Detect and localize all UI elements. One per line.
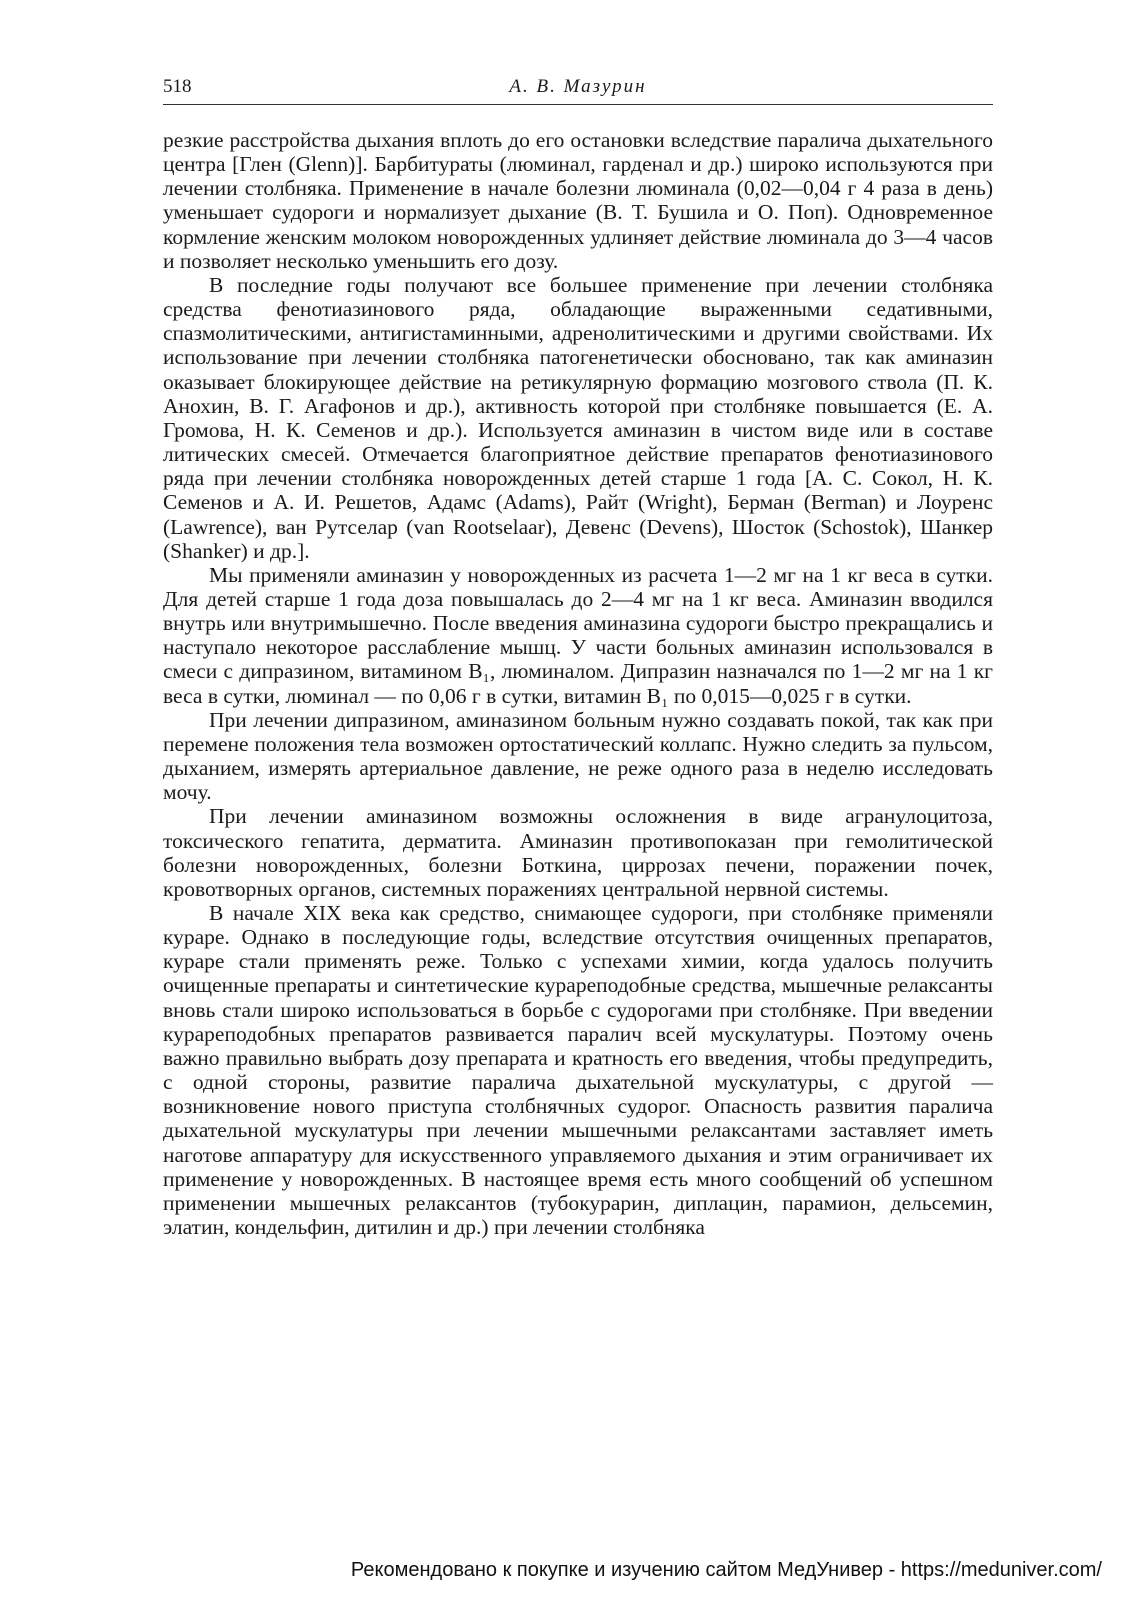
paragraph-complications: При лечении аминазином возможны осложнения в виде агранулоцитоза, токсического гепатита, дерматита. Аминазин противопоказан при гемолитической болезни новорожденных, болезни Боткина, циррозах печени, поражении почек, кровотворных органов, системных поражениях центральной нервной системы. xyxy=(163,804,993,901)
page-number: 518 xyxy=(163,76,192,97)
footer-recommendation: Рекомендовано к покупке и изучению сайтом МедУнивер - https://meduniver.com/ xyxy=(350,1559,1102,1581)
running-head-author: А. В. Мазурин xyxy=(509,76,647,97)
paragraph-phenothiazines: В последние годы получают все большее применение при лечении столбняка средства фенотиазинового ряда, обладающие выраженными седативными, спазмолитическими, антигистаминными, адренолитическими и другими свойствами. Их использование при лечении столбняка патогенетически обосновано, так как аминазин оказывает блокирующее действие на ретикулярную формацию мозгового ствола (П. К. Анохин, В. Г. Агафонов и др.), активность которой при столбняке повышается (Е. А. Громова, Н. К. Семенов и др.). Используется аминазин в чистом виде или в составе литических смесей. Отмечается благоприятное действие препаратов фенотиазинового ряда при лечении столбняка новорожденных детей старше 1 года [А. С. Сокол, Н. К. Семенов и А. И. Решетов, Адамс (Adams), Райт (Wright), Берман (Berman) и Лоуренс (Lawrence), ван Рутселар (van Rootselaar), Девенс (Devens), Шосток (Schostok), Шанкер (Shanker) и др.]. xyxy=(163,272,993,563)
paragraph-continuation: резкие расстройства дыхания вплоть до его остановки вследствие паралича дыхательного центра [Глен (Glenn)]. Барбитураты (люминал, гарденал и др.) широко используются при лечении столбняка. Применение в начале болезни люминала (0,02—0,04 г 4 раза в день) уменьшает судороги и нормализует дыхание (В. Т. Бушила и О. Поп). Одновременное кормление женским молоком новорожденных удлиняет действие люминала до 3—4 часов и позволяет несколько уменьшить его дозу. xyxy=(163,128,993,273)
paragraph-curare: В начале XIX века как средство, снимающее судороги, при столбняке применяли кураре. Однако в последующие годы, вследствие отсутствия очищенных препаратов, кураре стали применять реже. Только с успехами химии, когда удалось получить очищенные препараты и синтетические курареподобные средства, мышечные релаксанты вновь стали широко использоваться в борьбе с судорогами при столбняке. При введении курареподобных препаратов развивается паралич всей мускулатуры. Поэтому очень важно правильно выбрать дозу препарата и кратность его введения, чтобы предупредить, с одной стороны, развитие паралича дыхательной мускулатуры, с другой — возникновение нового приступа столбнячных судорог. Опасность развития паралича дыхательной мускулатуры при лечении мышечными релаксантами заставляет иметь наготове аппаратуру для искусственного управляемого дыхания и этим ограничивает их применение у новорожденных. В настоящее время есть много сообщений об успешном применении мышечных релаксантов (тубокурарин, диплацин, парамион, дельсемин, элатин, кондельфин, дитилин и др.) при лечении столбняка xyxy=(163,901,993,1240)
paragraph-precautions: При лечении дипразином, аминазином больным нужно создавать покой, так как при перемене положения тела возможен ортостатический коллапс. Нужно следить за пульсом, дыханием, измерять артериальное давление, не реже одного раза в неделю исследовать мочу. xyxy=(163,707,993,805)
main-text xyxy=(163,128,993,1239)
paragraph-aminazine-dosage: Мы применяли аминазин у новорожденных из расчета 1—2 мг на 1 кг веса в сутки. Для детей старше 1 года доза повышалась до 2—4 мг на 1 кг веса. Аминазин вводился внутрь или внутримышечно. После введения аминазина судороги быстро прекращались и наступало некоторое расслабление мышц. У части больных аминазин использовался в смеси с дипразином, витамином B₁, люминалом. Дипразин назначался по 1—2 мг на 1 кг веса в сутки, люминал — по 0,06 г в сутки, витамин B₁ по 0,015—0,025 г в сутки. xyxy=(163,562,993,708)
header-rule xyxy=(163,104,993,105)
page-header xyxy=(163,76,993,104)
